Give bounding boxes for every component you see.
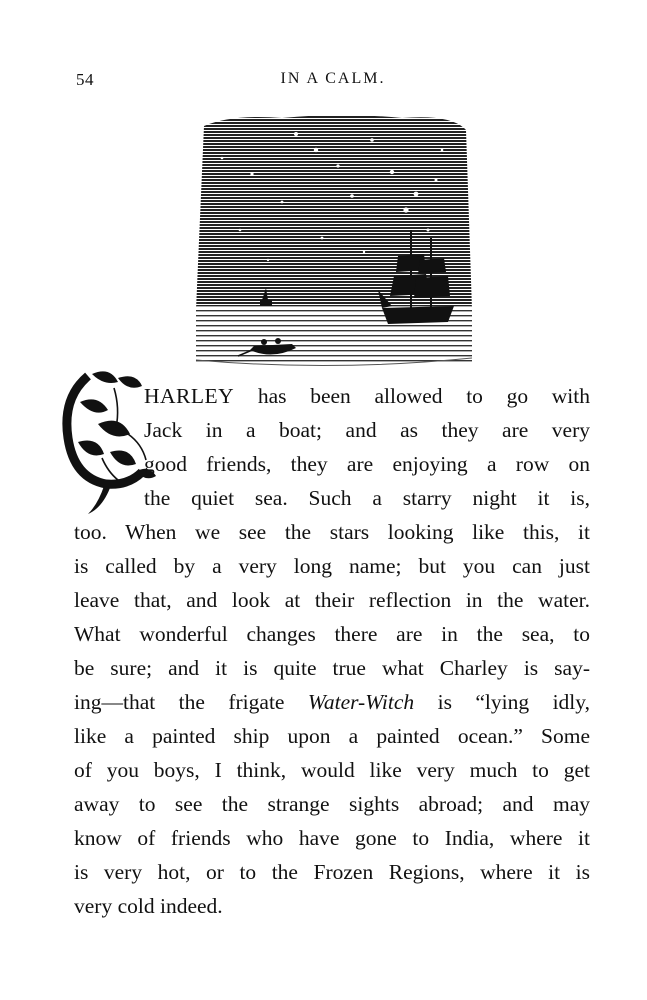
text-line: know of friends who have gone to India, where it <box>74 826 590 850</box>
page-number: 54 <box>76 70 94 89</box>
drop-cap-continuation: HARLEY <box>144 384 235 408</box>
text-segment: is “lying idly, <box>414 690 590 714</box>
text-line: is very hot, or to the Frozen Regions, where it is <box>74 860 590 884</box>
text-line: of you boys, I think, would like very much to get <box>74 758 590 782</box>
text-line: away to see the strange sights abroad; and may <box>74 792 590 816</box>
text-segment: has been allowed to go with <box>234 384 590 408</box>
text-line: too. When we see the stars looking like this, it <box>74 520 590 544</box>
text-line: be sure; and it is quite true what Charley is say- <box>74 656 590 680</box>
text-line: is called by a very long name; but you can just <box>74 554 590 578</box>
text-line: What wonderful changes there are in the sea, to <box>74 622 590 646</box>
text-line: the quiet sea. Such a starry night it is, <box>144 486 590 510</box>
body-text <box>74 379 590 923</box>
text-line <box>144 379 590 413</box>
text-line: Jack in a boat; and as they are very <box>144 418 590 442</box>
running-title: IN A CALM. <box>280 70 386 87</box>
text-line: like a painted ship upon a painted ocean.” Some <box>74 724 590 748</box>
text-segment: ing—that the frigate <box>74 690 308 714</box>
text-line <box>74 685 590 719</box>
ship-name: Water-Witch <box>307 690 415 714</box>
page-header <box>76 70 590 94</box>
night-sea-ship-engraving-icon <box>192 110 474 372</box>
text-line: leave that, and look at their reflection in the water. <box>74 588 590 612</box>
text-line: very cold indeed. <box>74 894 223 918</box>
text-line: good friends, they are enjoying a row on <box>144 452 590 476</box>
